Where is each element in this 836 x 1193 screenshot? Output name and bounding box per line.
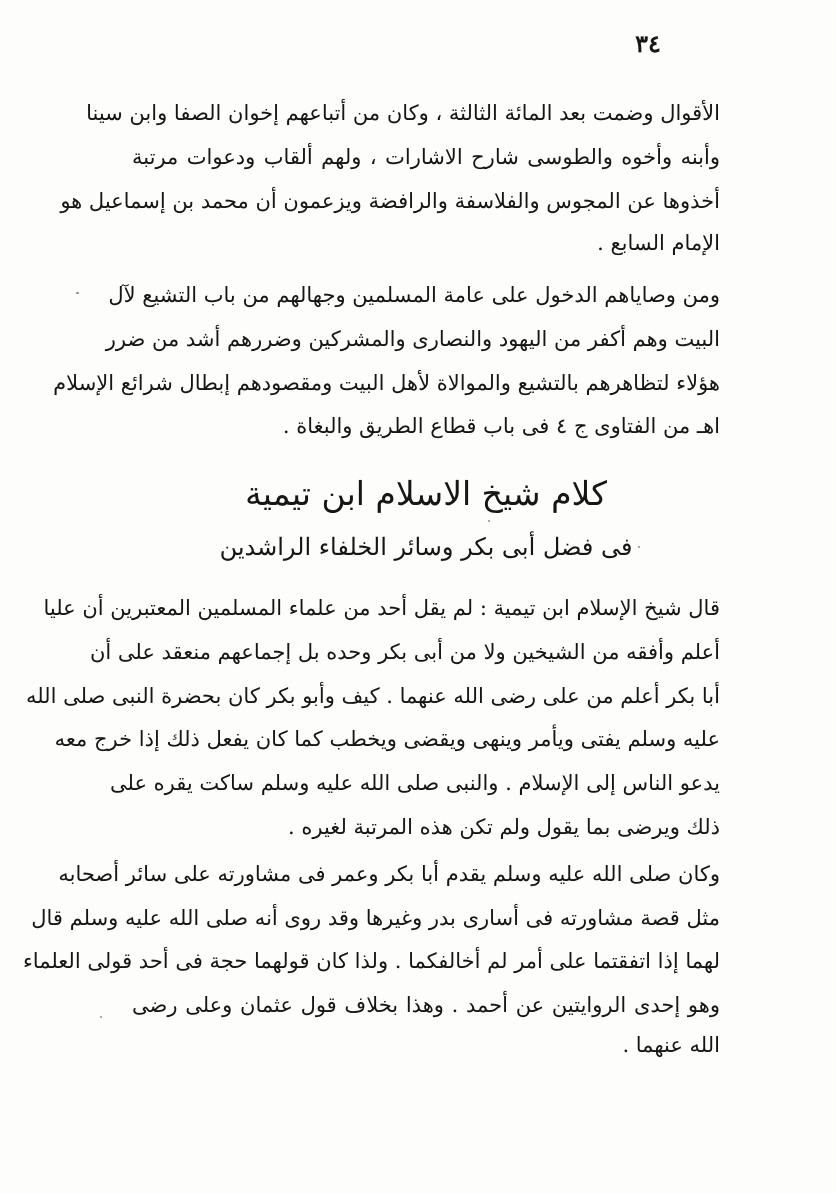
paragraph-1-line-3: أخذوها عن المجوس والفلاسفة والرافضة ويزعمون أن محمد بن إسماعيل هو — [60, 189, 720, 213]
paragraph-3-line-2: أعلم وأفقه من الشيخين ولا من أبى بكر وحده بل إجماعهم منعقد على أن — [90, 640, 720, 664]
paragraph-3-line-1: قال شيخ الإسلام ابن تيمية : لم يقل أحد من علماء المسلمين المعتبرين أن عليا — [43, 596, 720, 620]
paragraph-4-line-3: لهما إذا اتفقتما على أمر لم أخالفكما . ولذا كان قولهما حجة فى أحد قولى العلماء — [22, 949, 720, 973]
scan-speck — [76, 292, 79, 294]
paragraph-2-line-1: ومن وصاياهم الدخول على عامة المسلمين وجهالهم من باب التشيع لآل — [108, 283, 720, 307]
scan-speck — [100, 1016, 102, 1018]
paragraph-1-line-1: الأقوال وضمت بعد المائة الثالثة ، وكان من أتباعهم إخوان الصفا وابن سينا — [86, 101, 720, 125]
paragraph-3-line-3: أبا بكر أعلم من على رضى الله عنهما . كيف وأبو بكر كان بحضرة النبى صلى الله — [25, 684, 720, 708]
paragraph-3-line-5: يدعو الناس إلى الإسلام . والنبى صلى الله عليه وسلم ساكت يقره على — [110, 771, 720, 795]
paragraph-4-line-1: وكان صلى الله عليه وسلم يقدم أبا بكر وعمر فى مشاورته على سائر أصحابه — [58, 862, 720, 886]
scan-speck — [638, 546, 640, 548]
paragraph-4-line-4: وهو إحدى الروايتين عن أحمد . وهذا بخلاف قول عثمان وعلى رضى — [132, 993, 720, 1017]
section-subheading: فى فضل أبى بكر وسائر الخلفاء الراشدين — [219, 533, 633, 561]
paragraph-2-line-3: هؤلاء لتظاهرهم بالتشيع والموالاة لأهل البيت ومقصودهم إبطال شرائع الإسلام — [53, 371, 720, 395]
paragraph-1-line-2: وأبنه وأخوه والطوسى شارح الاشارات ، ولهم ألقاب ودعوات مرتبة — [132, 145, 720, 169]
paragraph-1-line-4: الإمام السابع . — [597, 231, 720, 255]
paragraph-4-line-5: الله عنهما . — [622, 1033, 720, 1057]
section-heading: كلام شيخ الاسلام ابن تيمية — [245, 474, 607, 513]
paragraph-2-line-4: اهـ من الفتاوى ج ٤ فى باب قطاع الطريق والبغاة . — [282, 414, 720, 438]
paragraph-2-line-2: البيت وهم أكفر من اليهود والنصارى والمشركين وضررهم أشد من ضرر — [105, 327, 720, 351]
paragraph-4-line-2: مثل قصة مشاورته فى أسارى بدر وغيرها وقد روى أنه صلى الله عليه وسلم قال — [31, 906, 720, 930]
page-number: ٣٤ — [635, 29, 661, 58]
scan-speck — [488, 520, 490, 522]
paragraph-3-line-4: عليه وسلم يفتى ويأمر وينهى ويقضى ويخطب كما كان يفعل ذلك إذا خرج معه — [54, 727, 720, 751]
paragraph-3-line-6: ذلك ويرضى بما يقول ولم تكن هذه المرتبة لغيره . — [288, 815, 720, 839]
